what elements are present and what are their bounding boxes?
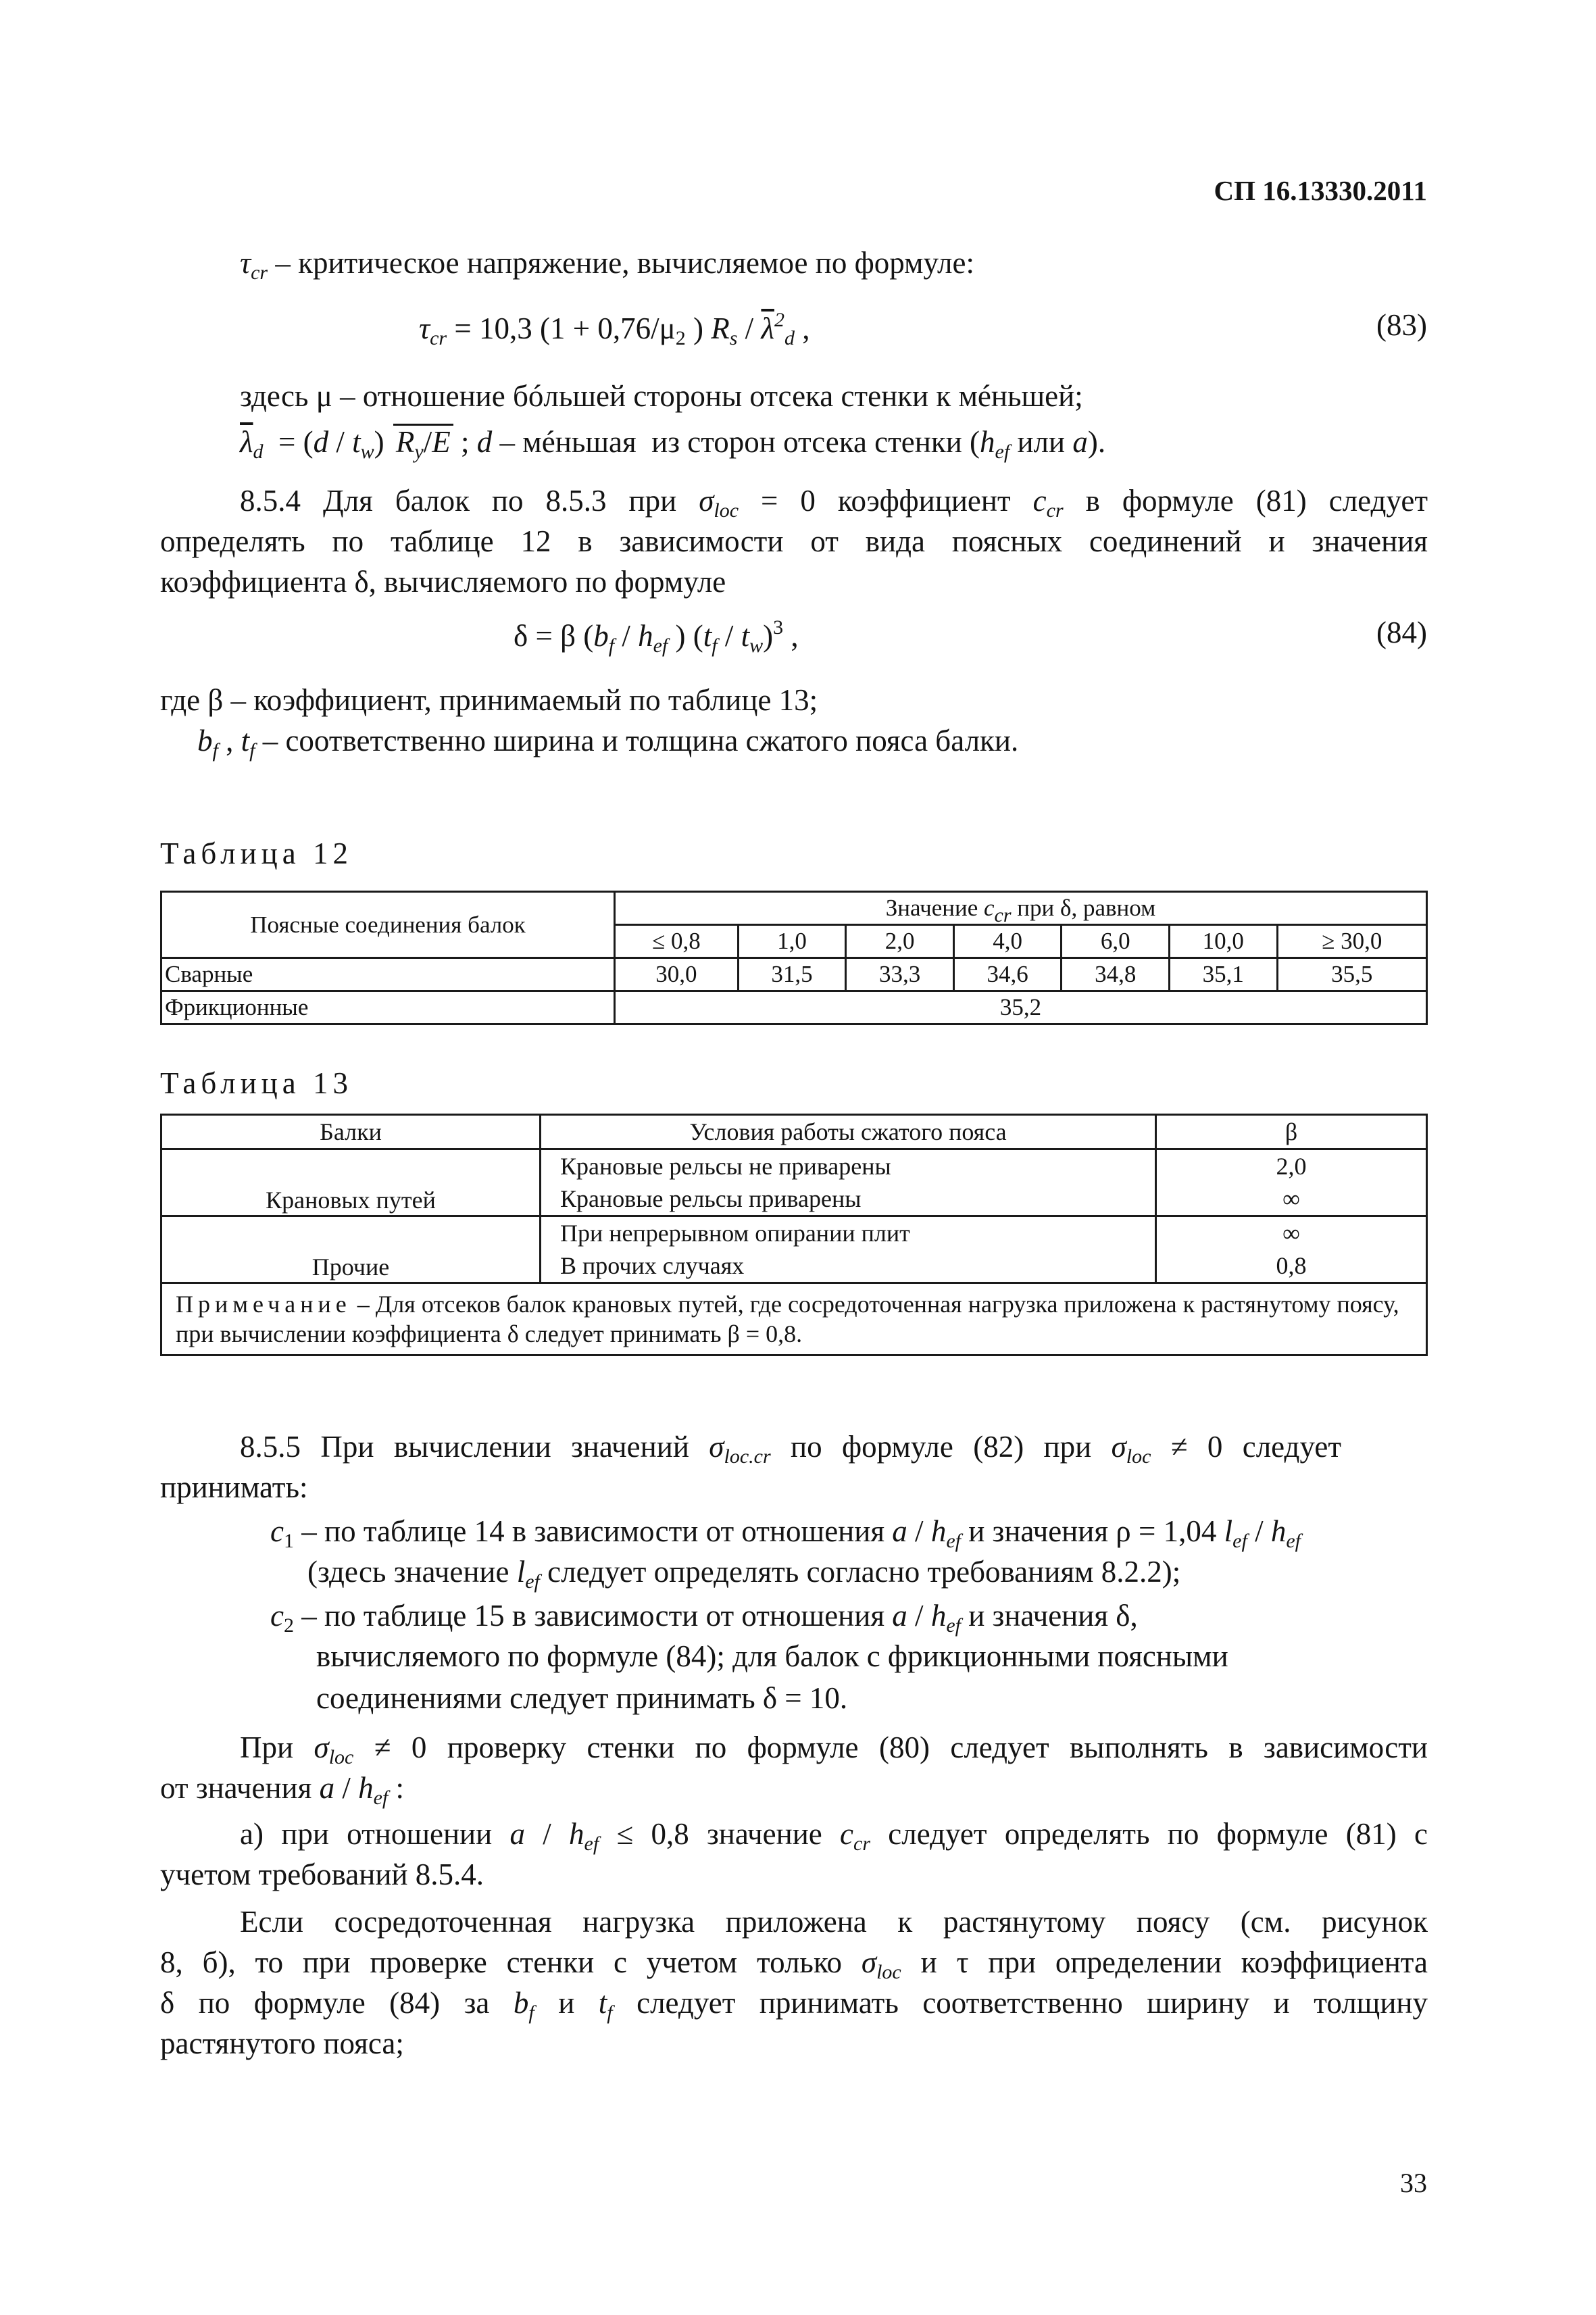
equation-84: δ = β ($b_f / h_{ef}$ ) $(t_f / t_w)^3$ , [514, 616, 799, 657]
check-line1: При $\sigma_{loc} \ne 0$ проверку стенки по формуле (80) следует выполнять в зависимости [240, 1731, 1428, 1768]
t12-col: 4,0 [953, 925, 1062, 958]
load-line3: δ по формуле (84) за $b_f$ и $t_f$ следует принимать соответственно ширину и толщину [160, 1986, 1428, 2024]
table-12-caption: Таблица 12 [160, 837, 353, 870]
c1-line1: $c_1$ – по таблице 14 в зависимости от отношения a / $h_{ef}$ и значения ρ = 1,04 $l_{ef} / h_{ef}$ [270, 1514, 1301, 1552]
t12-cell: 35,5 [1277, 958, 1426, 991]
t13-beta-cell: 2,0 ∞ [1156, 1149, 1427, 1216]
case-a-line2: учетом требований 8.5.4. [160, 1858, 484, 1891]
note-label: Примечание [176, 1291, 351, 1318]
clause-8-5-4-line2: определять по таблице 12 в зависимости от вида поясных соединений и значения [160, 524, 1428, 558]
page-number: 33 [1400, 2168, 1427, 2198]
document-code: СП 16.13330.2011 [1214, 175, 1427, 206]
c2-line3: соединениями следует принимать δ = 10. [316, 1681, 848, 1715]
t12-row-label: Сварные [161, 958, 615, 991]
t12-col: 10,0 [1170, 925, 1278, 958]
load-line2: 8, б), то при проверке стенки с учетом только $\sigma_{loc}$ и τ при определении коэффициента [160, 1945, 1428, 1983]
t13-head-conditions: Условия работы сжатого пояса [541, 1115, 1156, 1149]
t12-cell: 35,2 [615, 991, 1427, 1024]
tau-definition: $\tau_{cr}$ – критическое напряжение, вычисляемое по формуле: [240, 246, 974, 284]
equation-84-number: (84) [1376, 616, 1427, 649]
t13-head-beams: Балки [161, 1115, 541, 1149]
mu-definition: здесь μ – отношение бóльшей стороны отсека стенки к мéньшей; [240, 379, 1083, 413]
t12-col: 2,0 [846, 925, 954, 958]
t13-conditions-cell: Крановые рельсы не приварены Крановые рельсы приварены [541, 1149, 1156, 1216]
t12-cell: 30,0 [615, 958, 739, 991]
lambda-definition: $\overline{\lambda}_d = (d / t_w)$ $R_y/E$ ; d – мéньшая из сторон отсека стенки ($h_{ef}$ или a). [240, 425, 1106, 463]
clause-8-5-5-line2: принимать: [160, 1470, 308, 1504]
case-a-line1: а) при отношении $a / h_{ef} \le 0,8$ значение $c_{cr}$ следует определять по формуле (81) с [240, 1817, 1428, 1855]
t13-note [161, 1283, 1427, 1355]
load-line1: Если сосредоточенная нагрузка приложена к растянутому поясу (см. рисунок [240, 1905, 1428, 1939]
t13-group-label: Крановых путей [161, 1149, 541, 1216]
c1-line2: (здесь значение $l_{ef}$ следует определять согласно требованиям 8.2.2); [307, 1555, 1181, 1593]
c2-line2: вычисляемого по формуле (84); для балок с фрикционными поясными [316, 1639, 1228, 1673]
t12-col: ≥ 30,0 [1277, 925, 1426, 958]
clause-8-5-4-line1: 8.5.4 Для балок по 8.5.3 при $\sigma_{loc} = 0$ коэффициент $c_{cr}$ в формуле (81) следует [240, 484, 1428, 522]
t12-head-left: Поясные соединения балок [161, 892, 615, 958]
bf-tf-definition: $b_f$ , $t_f$ – соответственно ширина и толщина сжатого пояса балки. [197, 724, 1019, 762]
c2-line1: $c_2$ – по таблице 15 в зависимости от отношения a / $h_{ef}$ и значения δ, [270, 1599, 1138, 1637]
t13-group-label: Прочие [161, 1216, 541, 1283]
table-13 [160, 1114, 1428, 1356]
t12-col: ≤ 0,8 [615, 925, 739, 958]
note-text: – Для отсеков балок крановых путей, где сосредоточенная нагрузка приложена к растянутому поясу, при вычислении коэффициента δ следует принимать β = 0,8. [176, 1291, 1399, 1347]
equation-83: $\tau_{cr} = 10,3$ ($1 + 0,76/\mu_2$ ) $R_s / \overline{\lambda}^2_d$ , [419, 309, 810, 349]
equation-83-number: (83) [1376, 308, 1427, 342]
t12-col: 6,0 [1062, 925, 1170, 958]
beta-definition: где β – коэффициент, принимаемый по таблице 13; [160, 683, 818, 717]
t13-beta-cell: ∞ 0,8 [1156, 1216, 1427, 1283]
clause-8-5-5-line1: 8.5.5 При вычислении значений $\sigma_{loc.cr}$ по формуле (82) при $\sigma_{loc} \ne 0$ следует [240, 1430, 1342, 1468]
t12-col: 1,0 [738, 925, 846, 958]
t12-cell: 33,3 [846, 958, 954, 991]
check-line2: от значения a / $h_{ef}$ : [160, 1771, 405, 1809]
t12-head-top: Значение $c_{cr}$ при δ, равном [615, 892, 1427, 925]
clause-8-5-4-line3: коэффициента δ, вычисляемого по формуле [160, 565, 726, 599]
t12-cell: 34,8 [1062, 958, 1170, 991]
t13-conditions-cell: При непрерывном опирании плит В прочих случаях [541, 1216, 1156, 1283]
table-13-caption: Таблица 13 [160, 1066, 353, 1100]
load-line4: растянутого пояса; [160, 2026, 404, 2060]
t12-row-label: Фрикционные [161, 991, 615, 1024]
table-12 [160, 891, 1428, 1025]
t13-head-beta: β [1156, 1115, 1427, 1149]
t12-cell: 34,6 [953, 958, 1062, 991]
t12-cell: 35,1 [1170, 958, 1278, 991]
t12-cell: 31,5 [738, 958, 846, 991]
